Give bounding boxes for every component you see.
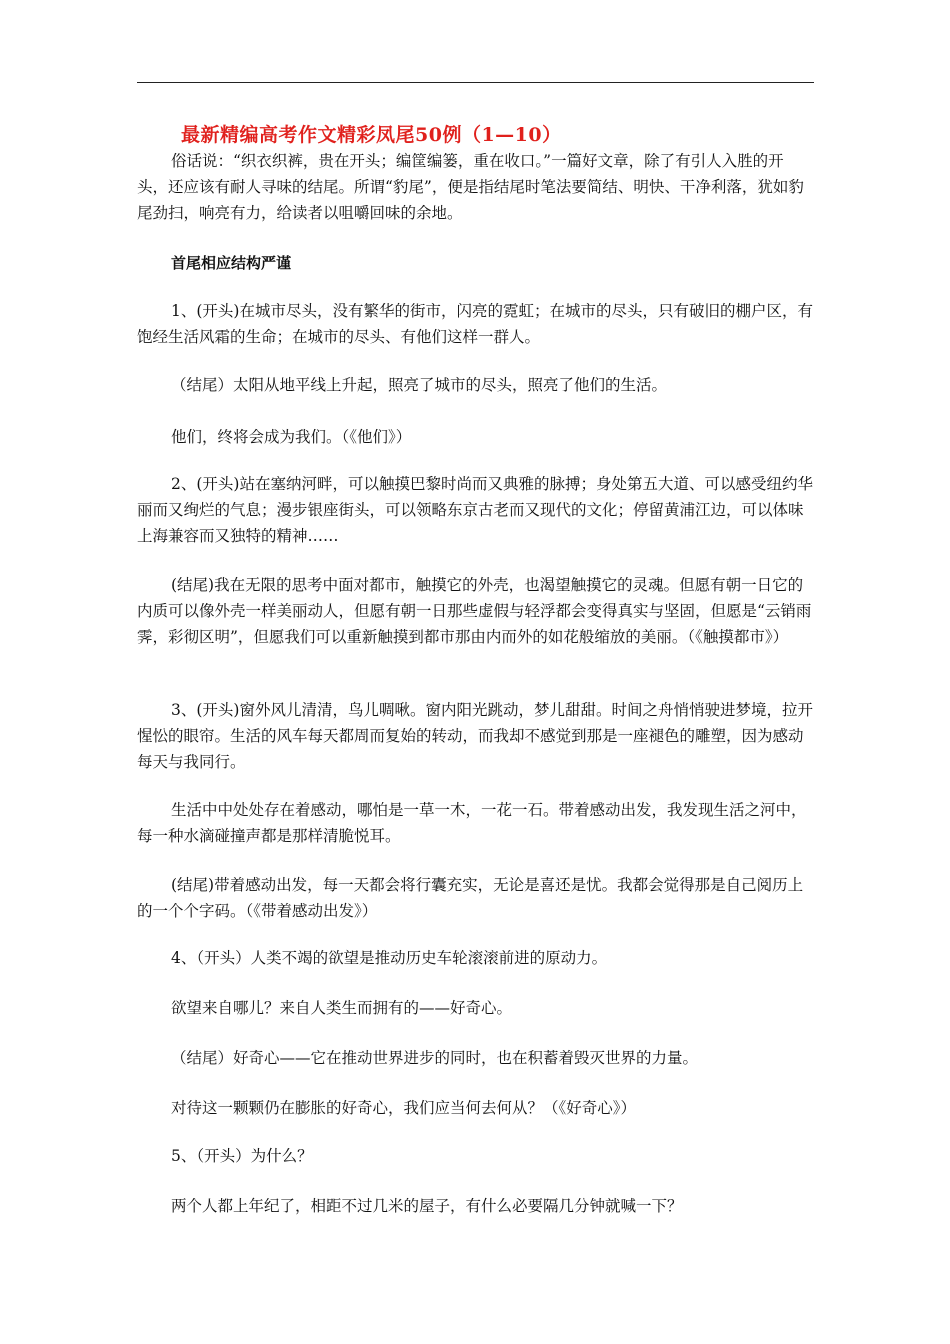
header-rule [137,82,814,83]
paragraph-4-ending: （结尾）好奇心——它在推动世界进步的同时，也在积蓄着毁灭世界的力量。 [171,1049,699,1067]
section-heading: 首尾相应结构严谨 [171,254,292,272]
paragraph-3-middle: 生活中中处处存在着感动，哪怕是一草一木，一花一石。带着感动出发，我发现生活之河中，每一种水滴碰撞声都是那样清脆悦耳。 [137,801,807,845]
paragraph-1-ending: （结尾）太阳从地平线上升起，照亮了城市的尽头，照亮了他们的生活。 [171,376,668,394]
intro-paragraph: 俗话说：“织衣织裤，贵在开头；编筐编篓，重在收口。”一篇好文章，除了有引人入胜的开头，还应该有耐人寻味的结尾。所谓“豹尾”，便是指结尾时笔法要简结、明快、干净利落，犹如豹尾劲扫，响亮有力，给读者以咀嚼回味的余地。 [137,152,804,222]
paragraph-4-ending-2: 对待这一颗颗仍在膨胀的好奇心，我们应当何去何从？（《好奇心》） [171,1099,637,1117]
document-title: 最新精编高考作文精彩凤尾50例（1—10） [181,124,562,146]
paragraph-5-opening-2: 两个人都上年纪了，相距不过几米的屋子，有什么必要隔几分钟就喊一下？ [171,1197,683,1215]
paragraph-1-opening: 1、(开头)在城市尽头，没有繁华的街市，闪亮的霓虹；在城市的尽头，只有破旧的棚户区，有饱经生活风霜的生命；在城市的尽头、有他们这样一群人。 [137,302,813,346]
paragraph-2-opening: 2、(开头)站在塞纳河畔，可以触摸巴黎时尚而又典雅的脉搏；身处第五大道、可以感受纽约华丽而又绚烂的气息；漫步银座街头，可以领略东京古老而又现代的文化；停留黄浦江边，可以体味上海兼容而又独特的精神…… [137,475,813,545]
paragraph-4-opening-2: 欲望来自哪儿？来自人类生而拥有的——好奇心。 [171,999,513,1017]
paragraph-5-opening: 5、（开头）为什么？ [171,1147,313,1165]
paragraph-1-ending-2: 他们，终将会成为我们。（《他们》） [171,428,412,446]
paragraph-2-ending: (结尾)我在无限的思考中面对都市，触摸它的外壳，也渴望触摸它的灵魂。但愿有朝一日它的内质可以像外壳一样美丽动人，但愿有朝一日那些虚假与轻浮都会变得真实与坚固，但愿是“云销雨霁，彩彻区明”，但愿我们可以重新触摸到都市那由内而外的如花般缩放的美丽。（《触摸都市》） [137,576,812,646]
paragraph-4-opening: 4、（开头）人类不竭的欲望是推动历史车轮滚滚前进的原动力。 [171,949,608,967]
paragraph-3-opening: 3、(开头)窗外风儿清清，鸟儿啁啾。窗内阳光跳动，梦儿甜甜。时间之舟悄悄驶进梦境，拉开惺忪的眼帘。生活的风车每天都周而复始的转动，而我却不感觉到那是一座褪色的雕塑，因为感动每天与我同行。 [137,701,813,771]
paragraph-3-ending: (结尾)带着感动出发，每一天都会将行囊充实，无论是喜还是忧。我都会觉得那是自己阅历上的一个个字码。（《带着感动出发》） [137,876,804,920]
